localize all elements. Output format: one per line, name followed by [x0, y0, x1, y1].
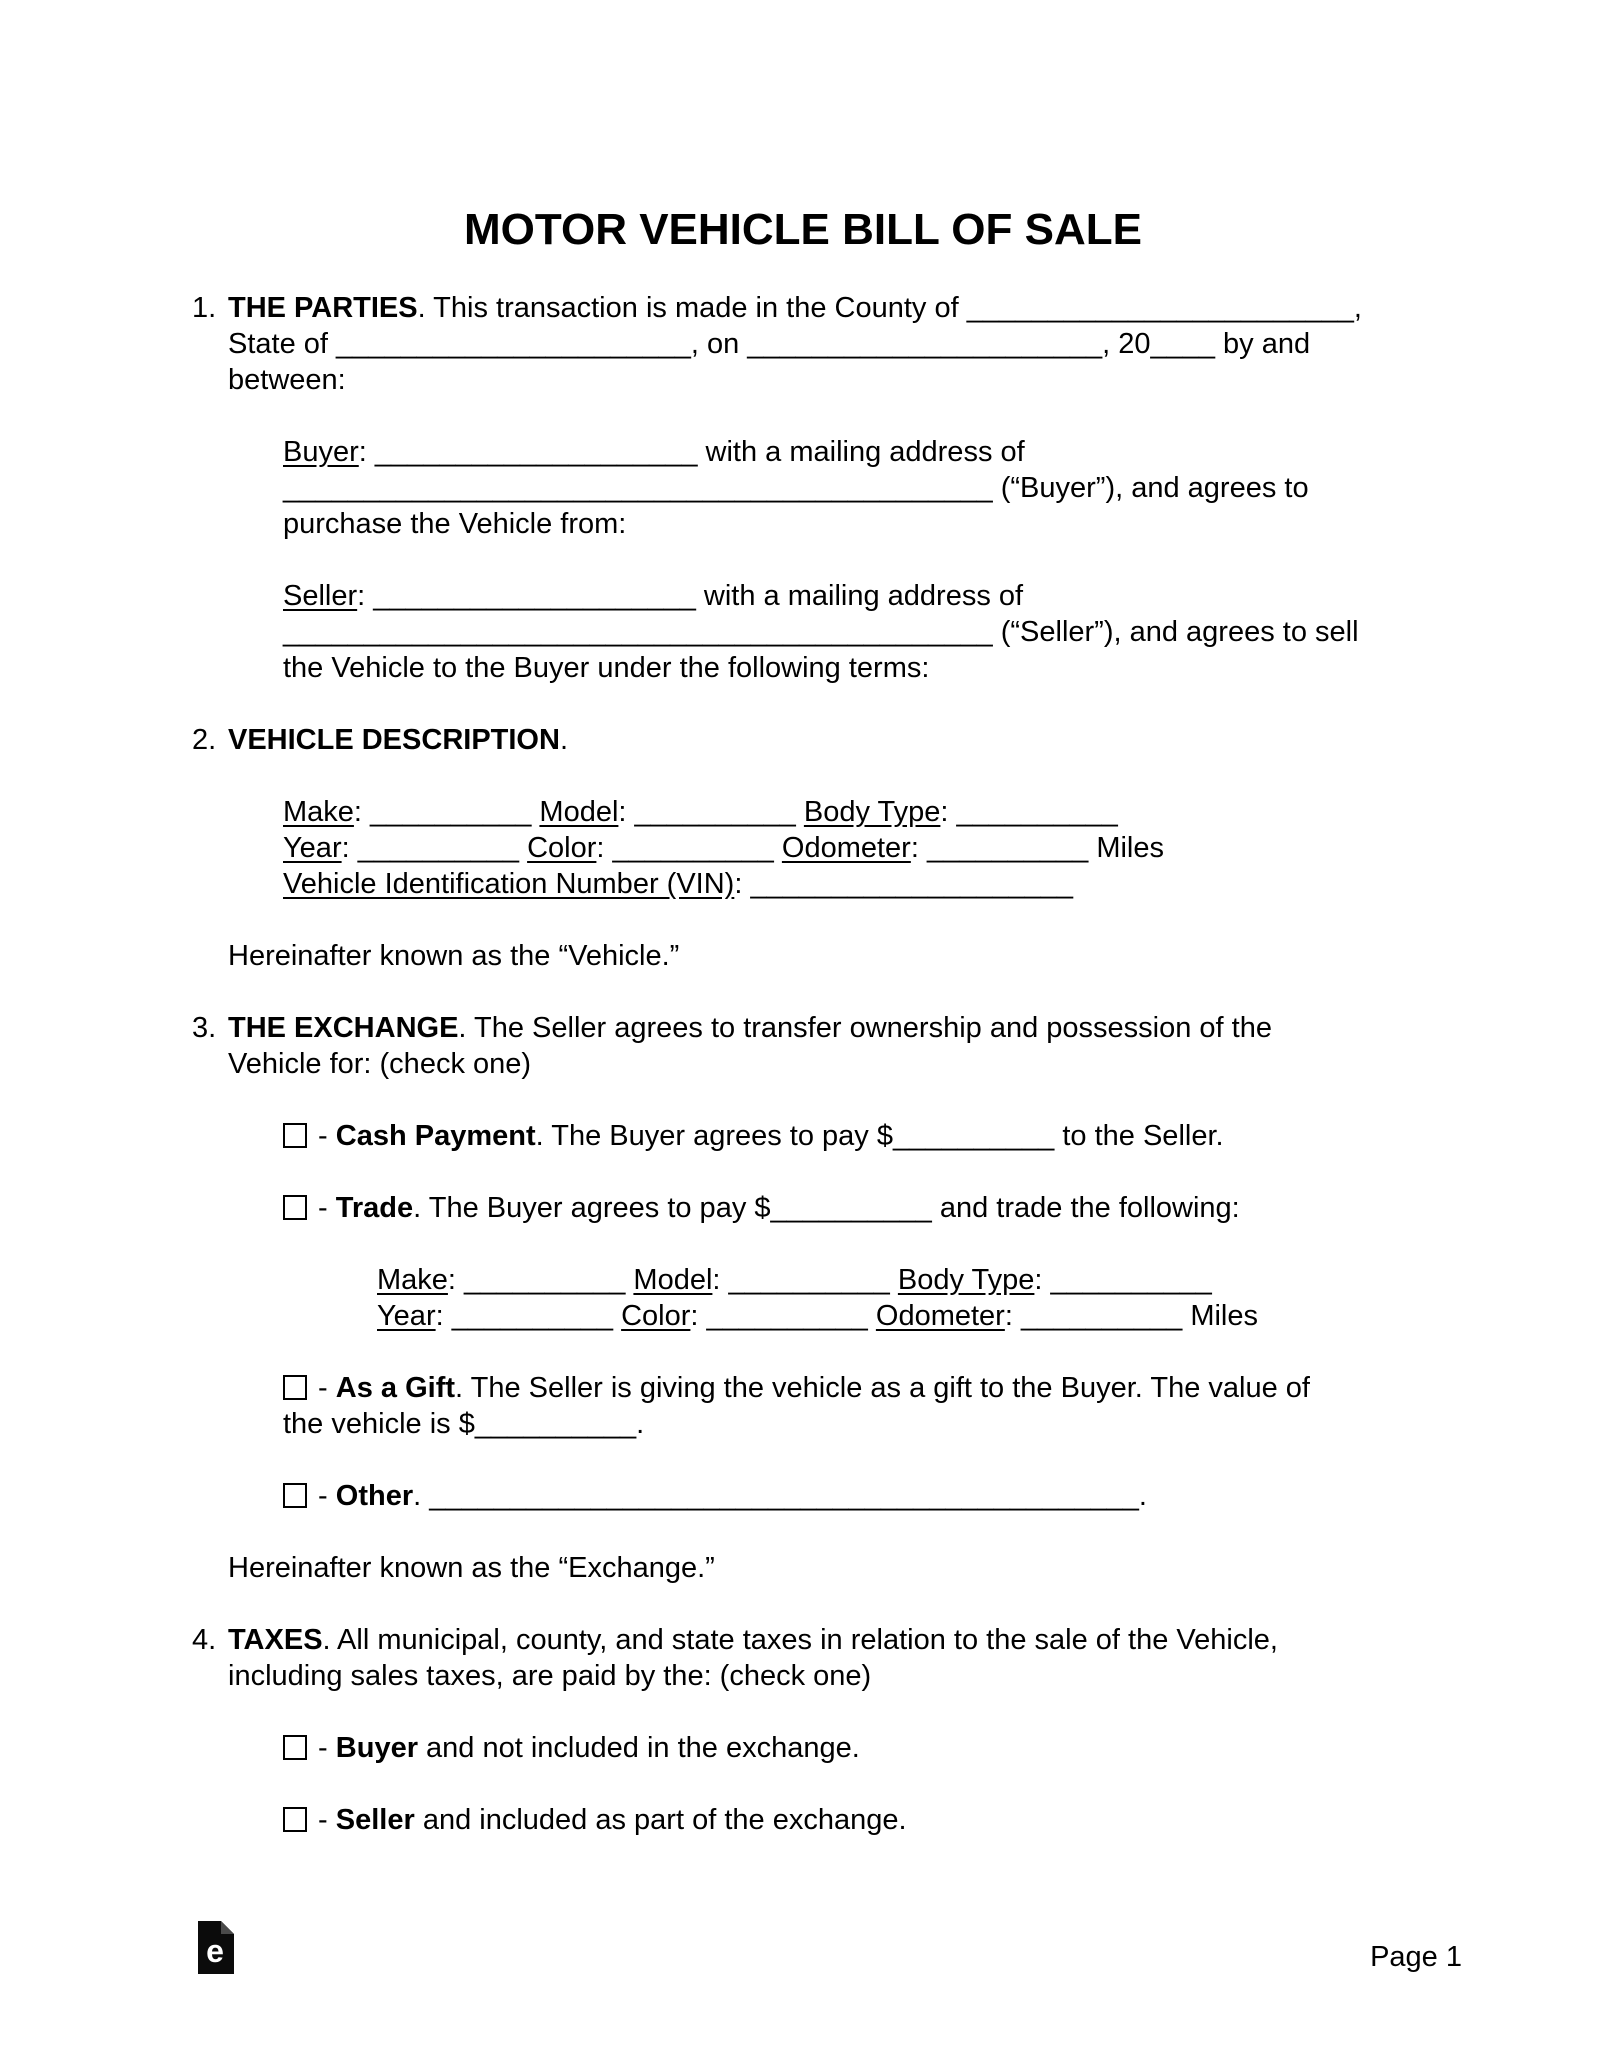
checkbox-trade[interactable] — [283, 1195, 307, 1220]
body-text: (“Buyer”), and agrees to — [992, 472, 1309, 504]
body-text: (“Seller”), and agrees to sell — [992, 616, 1359, 648]
cash-payment-label: Cash Payment — [335, 1120, 536, 1152]
miles-label: Miles — [1182, 1300, 1258, 1332]
body-text: . The Seller is giving the vehicle as a gift to the Buyer. The value of — [455, 1372, 1310, 1404]
blank-state[interactable]: ______________________ — [336, 328, 691, 360]
body-text: : — [1004, 1300, 1021, 1332]
body-type-label: Body Type — [803, 796, 941, 828]
blank-buyer-address[interactable]: ____________________________________________ — [283, 472, 993, 504]
text-line — [283, 1370, 1414, 1406]
blank-model[interactable]: __________ — [634, 796, 796, 828]
color-label: Color — [621, 1300, 691, 1332]
body-text — [890, 1264, 898, 1296]
buyer-label: Buyer — [283, 436, 359, 468]
odometer-label: Odometer — [875, 1300, 1005, 1332]
blank-year[interactable]: ____ — [1150, 328, 1215, 360]
blank-color[interactable]: __________ — [612, 832, 774, 864]
hereinafter-vehicle: Hereinafter known as the “Vehicle.” — [228, 940, 680, 972]
blank-date[interactable]: ______________________ — [747, 328, 1103, 360]
text-line — [283, 1478, 1414, 1514]
body-text: , 20 — [1102, 328, 1151, 360]
text-line: purchase the Vehicle from: — [283, 508, 627, 540]
text-line — [228, 1622, 1414, 1658]
body-text: the vehicle is $ — [283, 1408, 475, 1440]
text-line — [283, 1190, 1414, 1226]
checkbox-taxes-buyer[interactable] — [283, 1735, 307, 1760]
seller-label: Seller — [283, 580, 358, 612]
section-number: 3. — [192, 1012, 217, 1044]
body-text: . The Buyer agrees to pay $ — [535, 1120, 893, 1152]
body-text: . — [1138, 1480, 1147, 1512]
text-line — [283, 830, 1414, 866]
body-text — [613, 1300, 621, 1332]
body-text — [519, 832, 527, 864]
section-vehicle-description — [192, 722, 1414, 974]
body-text: . The Buyer agrees to pay $ — [413, 1192, 771, 1224]
blank-trade-year[interactable]: __________ — [451, 1300, 614, 1332]
taxes-seller-option — [283, 1802, 1414, 1838]
section-heading: THE PARTIES — [228, 292, 418, 324]
section-taxes — [192, 1622, 1414, 1838]
body-text: . — [636, 1408, 645, 1440]
body-text: , on — [690, 328, 748, 360]
body-text: : — [353, 796, 371, 828]
page-title: MOTOR VEHICLE BILL OF SALE — [464, 205, 1142, 254]
blank-gift-value[interactable]: __________ — [474, 1408, 637, 1440]
trade-vehicle-fields — [377, 1262, 1414, 1334]
checkbox-gift[interactable] — [283, 1375, 307, 1400]
odometer-label: Odometer — [781, 832, 911, 864]
blank-county[interactable]: ________________________ — [966, 292, 1354, 324]
make-label: Make — [377, 1264, 448, 1296]
checkbox-other[interactable] — [283, 1483, 307, 1508]
hereinafter-exchange: Hereinafter known as the “Exchange.” — [228, 1552, 715, 1584]
section-heading: THE EXCHANGE — [228, 1012, 459, 1044]
text-line — [283, 1406, 1414, 1442]
text-line — [283, 794, 1414, 830]
model-label: Model — [633, 1264, 713, 1296]
body-text: and included as part of the exchange. — [414, 1804, 907, 1836]
taxes-seller-label: Seller — [335, 1804, 415, 1836]
body-text: . This transaction is made in the County of — [417, 292, 967, 324]
blank-trade-odometer[interactable]: __________ — [1020, 1300, 1183, 1332]
blank-year-field[interactable]: __________ — [357, 832, 520, 864]
section-number: 1. — [192, 292, 217, 324]
section-heading: TAXES — [228, 1624, 323, 1656]
text-line — [283, 434, 1414, 470]
body-text: : — [690, 1300, 707, 1332]
blank-body-type[interactable]: __________ — [956, 796, 1118, 828]
text-line — [283, 1118, 1414, 1154]
color-label: Color — [527, 832, 597, 864]
text-line — [283, 1802, 1414, 1838]
taxes-buyer-option — [283, 1730, 1414, 1766]
body-text: : — [435, 1300, 452, 1332]
make-label: Make — [283, 796, 354, 828]
text-line — [283, 1730, 1414, 1766]
text-line — [228, 290, 1414, 326]
svg-text:e: e — [206, 1933, 224, 1969]
page-number: Page 1 — [1370, 1941, 1462, 1973]
text-line — [377, 1262, 1414, 1298]
body-text — [774, 832, 782, 864]
blank-seller-address[interactable]: ____________________________________________ — [283, 616, 993, 648]
trade-option — [283, 1190, 1414, 1226]
trade-label: Trade — [335, 1192, 414, 1224]
body-text: - — [310, 1120, 336, 1152]
body-text: - — [310, 1732, 336, 1764]
blank-other[interactable]: ____________________________________________ — [429, 1480, 1139, 1512]
body-text — [796, 796, 804, 828]
body-text: . — [413, 1480, 430, 1512]
text-line: the Vehicle to the Buyer under the following terms: — [283, 652, 930, 684]
body-text: : — [940, 796, 957, 828]
blank-trade-amount[interactable]: __________ — [770, 1192, 932, 1224]
body-text: - — [310, 1804, 336, 1836]
model-label: Model — [539, 796, 619, 828]
body-text: : — [910, 832, 927, 864]
section-the-exchange — [192, 1010, 1414, 1586]
body-type-label: Body Type — [897, 1264, 1035, 1296]
body-text: : — [357, 580, 374, 612]
cash-payment-option — [283, 1118, 1414, 1154]
other-option — [283, 1478, 1414, 1514]
text-line — [283, 866, 1414, 902]
blank-trade-model[interactable]: __________ — [728, 1264, 890, 1296]
body-text: : — [1034, 1264, 1051, 1296]
body-text: : — [618, 796, 635, 828]
text-line: including sales taxes, are paid by the: (check one) — [228, 1660, 872, 1692]
miles-label: Miles — [1088, 832, 1164, 864]
body-text: by and — [1215, 328, 1311, 360]
vehicle-description-fields — [283, 794, 1414, 902]
body-text: . All municipal, county, and state taxes in relation to the sale of the Vehicle, — [322, 1624, 1278, 1656]
body-text: , — [1353, 292, 1362, 324]
blank-trade-body-type[interactable]: __________ — [1050, 1264, 1212, 1296]
text-line — [377, 1298, 1414, 1334]
body-text: with a mailing address of — [697, 436, 1025, 468]
blank-seller-name[interactable]: ____________________ — [373, 580, 696, 612]
vin-label: Vehicle Identification Number (VIN) — [283, 868, 735, 900]
section-the-parties — [192, 290, 1414, 686]
buyer-paragraph — [283, 434, 1414, 542]
seller-paragraph — [283, 578, 1414, 686]
year-label: Year — [377, 1300, 436, 1332]
body-text: - — [310, 1480, 336, 1512]
body-text: . The Seller agrees to transfer ownership and possession of the — [458, 1012, 1272, 1044]
body-text — [868, 1300, 876, 1332]
body-text: - — [310, 1372, 336, 1404]
body-text: : — [358, 436, 375, 468]
gift-label: As a Gift — [335, 1372, 456, 1404]
checkbox-cash-payment[interactable] — [283, 1123, 307, 1148]
body-text: : — [447, 1264, 465, 1296]
blank-buyer-name[interactable]: ____________________ — [374, 436, 698, 468]
body-text: - — [310, 1192, 336, 1224]
body-text: : — [734, 868, 751, 900]
blank-vin[interactable]: ____________________ — [750, 868, 1074, 900]
blank-odometer[interactable]: __________ — [926, 832, 1089, 864]
blank-trade-color[interactable]: __________ — [706, 1300, 868, 1332]
text-line: between: — [228, 364, 346, 396]
text-line: Vehicle for: (check one) — [228, 1048, 532, 1080]
body-text: to the Seller. — [1054, 1120, 1224, 1152]
gift-option — [283, 1370, 1414, 1442]
text-line — [283, 578, 1414, 614]
body-text: with a mailing address of — [695, 580, 1024, 612]
section-number: 2. — [192, 724, 217, 756]
section-number: 4. — [192, 1624, 217, 1656]
body-text: . — [559, 724, 568, 756]
body-text: and not included in the exchange. — [417, 1732, 860, 1764]
year-label: Year — [283, 832, 342, 864]
text-line — [283, 614, 1414, 650]
body-text: and trade the following: — [931, 1192, 1240, 1224]
text-line — [283, 470, 1414, 506]
section-heading: VEHICLE DESCRIPTION — [228, 724, 560, 756]
text-line — [228, 722, 1414, 758]
eforms-logo-icon — [198, 1921, 234, 1974]
checkbox-taxes-seller[interactable] — [283, 1807, 307, 1832]
taxes-buyer-label: Buyer — [335, 1732, 418, 1764]
text-line — [228, 1010, 1414, 1046]
blank-cash-amount[interactable]: __________ — [893, 1120, 1055, 1152]
body-text: : — [341, 832, 358, 864]
body-text: : — [712, 1264, 729, 1296]
body-text: : — [596, 832, 613, 864]
blank-trade-make[interactable]: __________ — [464, 1264, 626, 1296]
body-text: State of — [228, 328, 337, 360]
other-label: Other — [335, 1480, 414, 1512]
text-line — [228, 326, 1414, 362]
blank-make[interactable]: __________ — [370, 796, 532, 828]
